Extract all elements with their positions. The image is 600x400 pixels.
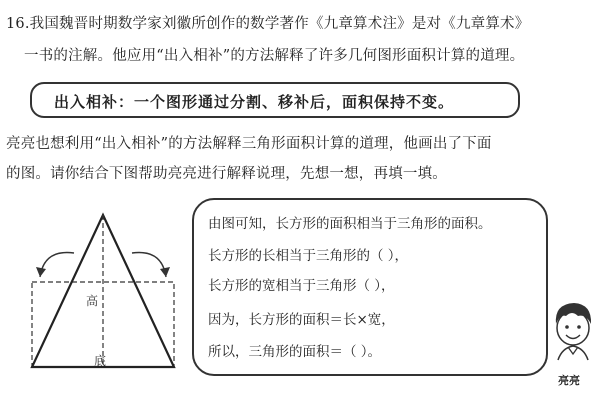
base-label: 底 [94,354,107,368]
explanation-line-3-blank[interactable]: 长方形的宽相当于三角形（ ）， [208,278,395,294]
explanation-line-2-blank[interactable]: 长方形的长相当于三角形的（ ）， [208,248,409,264]
problem-line-5: 的图。请你结合下图帮助亮亮进行解释说理，先想一想，再填一填。 [6,166,447,182]
right-arrow [132,253,166,278]
problem-line-2: 一书的注解。他应用“出入相补”的方法解释了许多几何图形面积计算的道理。 [24,48,525,64]
height-label: 高 [86,294,99,308]
right-arrow-head [160,267,170,277]
explanation-line-4: 因为，长方形的面积＝长×宽， [208,312,395,328]
boy-avatar-icon [548,298,598,372]
problem-line-1: 16.我国魏晋时期数学家刘徽所创作的数学著作《九章算术注》是对《九章算术》 [6,16,530,32]
left-arrow-head [36,267,46,277]
explanation-line-1: 由图可知，长方形的面积相当于三角形的面积。 [208,216,492,232]
explanation-line-5-blank[interactable]: 所以，三角形的面积＝（ ）。 [208,344,382,360]
left-arrow [40,253,74,278]
character-name: 亮亮 [558,374,580,387]
explanation-box [192,198,548,376]
problem-line-4: 亮亮也想利用“出入相补”的方法解释三角形面积计算的道理，他画出了下面 [6,136,492,152]
triangle-figure [14,205,189,377]
principle-box [30,82,520,118]
principle-text: 出入相补：一个图形通过分割、移补后，面积保持不变。 [54,93,455,111]
